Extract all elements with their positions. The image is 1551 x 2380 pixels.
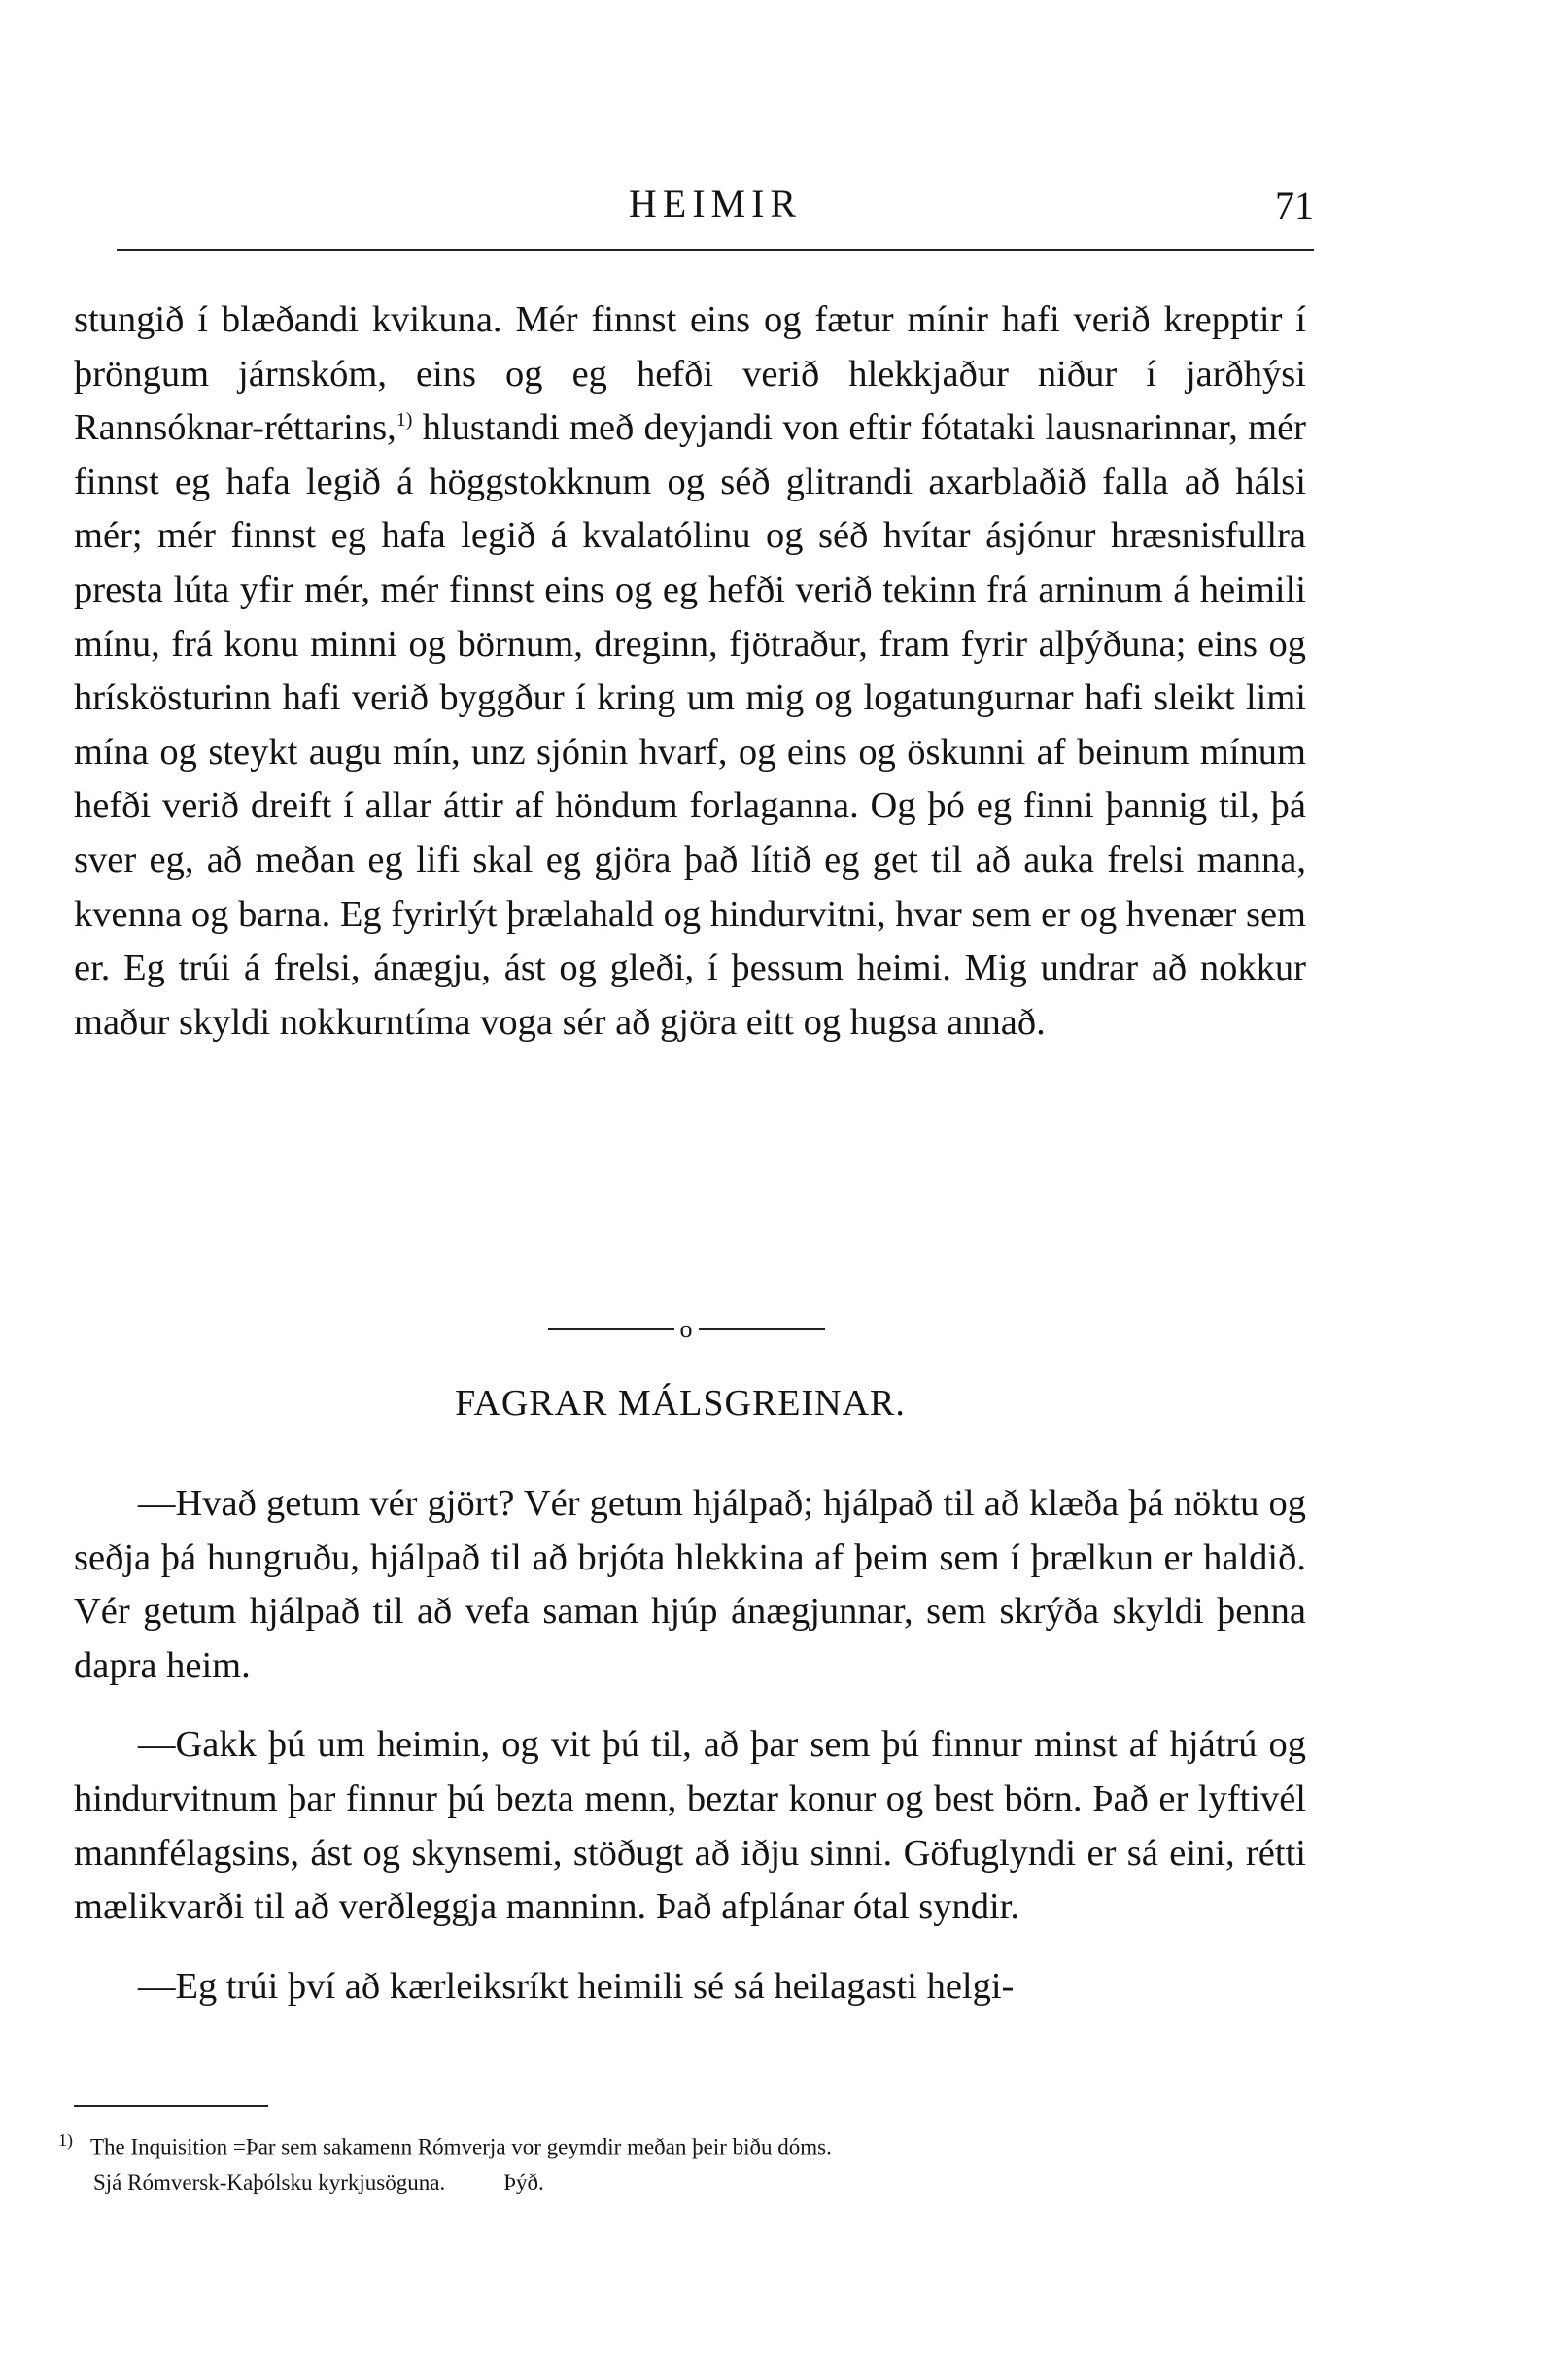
paragraph-1	[74, 293, 1306, 1050]
paragraph-1-text: stungið í blæðandi kvikuna. Mér finnst eins og fætur mínir hafi verið krepptir í þröngum járnskóm, eins og eg hefði verið hlekkjaður niður í jarðhýsi Rannsóknar-réttarins,	[74, 299, 1306, 449]
footnote-rule	[74, 2105, 268, 2107]
footnote-line-1	[58, 2122, 1224, 2165]
section-heading: FAGRAR MÁLSGREINAR.	[455, 1383, 906, 1424]
section-divider-ornament	[540, 1310, 832, 1349]
footnote-text-2: Sjá Rómversk-Kaþólsku kyrkjusöguna.	[93, 2169, 446, 2194]
divider-dash-left	[548, 1328, 674, 1330]
paragraph-1-continued: hlustandi með deyjandi von eftir fótataki lausnarinnar, mér finnst eg hafa legið á höggstokknum og séð glitrandi axarblaðið falla að hálsi mér; mér finnst eg hafa legið á kvalatólinu og séð hvítar ásjónur hræsnisfullra presta lúta yfir mér, mér finnst eins og eg hefði verið tekinn frá arninum á heimili mínu, frá konu minni og börnum, dreginn, fjötraður, fram fyrir alþýðuna; eins og hrískösturinn hafi verið byggður í kring um mig og logatungurnar hafi sleikt limi mína og steykt augu mín, unz sjónin hvarf, og eins og öskunni af beinum mínum hefði verið dreift í allar áttir af höndum forlaganna. Og þó eg finni þannig til, þá sver eg, að meðan eg lifi skal eg gjöra það lítið eg get til að auka frelsi manna, kvenna og barna. Eg fyrirlýt þrælahald og hindurvitni, hvar sem er og hvenær sem er. Eg trúi á frelsi, ánægju, ást og gleði, í þessum heimi. Mig undrar að nokkur maður skyldi nokkurntíma voga sér að gjöra eitt og hugsa annað.	[74, 407, 1306, 1043]
footnote-text-1: The Inquisition =Þar sem sakamenn Rómverja vor geymdir meðan þeir biðu dóms.	[90, 2134, 832, 2159]
divider-dash-right	[699, 1328, 825, 1330]
running-title: HEIMIR	[628, 182, 803, 225]
header-rule	[117, 249, 1314, 251]
page-number: 71	[1275, 184, 1314, 227]
footnote-line-2	[58, 2165, 1224, 2200]
footnote-signature: Þýð.	[503, 2169, 544, 2194]
footnote-marker: 1)	[58, 2130, 73, 2150]
footnote-reference: 1)	[396, 409, 413, 431]
section-paragraph-2: —Gakk þú um heimin, og vit þú til, að þar sem þú finnur minst af hjátrú og hindurvitnum þar finnur þú bezta menn, beztar konur og best börn. Það er lyftivél mannfélagsins, ást og skynsemi, stöðugt að iðju sinni. Göfuglyndi er sá eini, rétti mælikvarði til að verðleggja manninn. Það afplánar ótal syndir.	[74, 1724, 1306, 1928]
section-paragraph-1: —Hvað getum vér gjört? Vér getum hjálpað; hjálpað til að klæða þá nöktu og seðja þá hungruðu, hjálpað til að brjóta hlekkina af þeim sem í þrælkun er haldið. Vér getum hjálpað til að vefa saman hjúp ánægjunnar, sem skrýða skyldi þenna dapra heim.	[74, 1483, 1306, 1686]
section-paragraph-3: —Eg trúi því að kærleiksríkt heimili sé sá heilagasti helgi-	[138, 1965, 1015, 2007]
footnote	[58, 2122, 1224, 2200]
divider-circle: o	[679, 1315, 693, 1343]
running-head	[117, 181, 1314, 239]
main-body-text	[74, 293, 1306, 1050]
section-body-text	[74, 1477, 1306, 2014]
